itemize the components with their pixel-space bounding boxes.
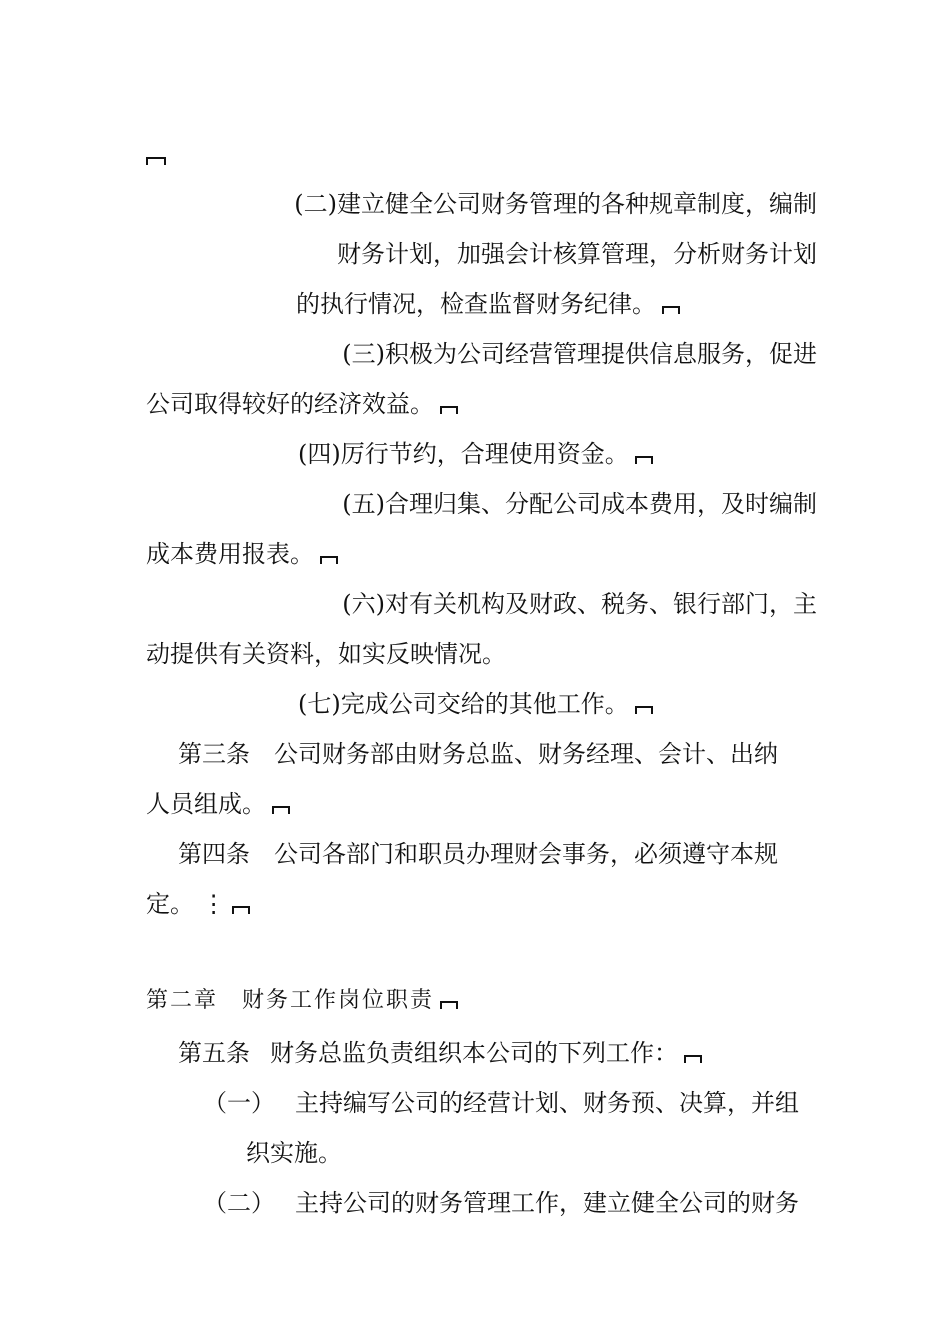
paragraph-mark-icon: [272, 806, 290, 814]
text-line: (三)积极为公司经营管理提供信息服务，促进: [342, 340, 817, 368]
text-line: 财务计划，加强会计核算管理，分析财务计划: [337, 240, 817, 268]
paragraph-mark-icon: [662, 306, 680, 314]
paragraph-mark-icon: [440, 406, 458, 414]
article-heading-line: 第四条 公司各部门和职员办理财会事务，必须遵守本规: [178, 840, 778, 868]
text-line: 公司取得较好的经济效益。: [146, 389, 458, 419]
text-line: (七)完成公司交给的其他工作。: [298, 689, 653, 719]
list-item-line: （二） 主持公司的财务管理工作，建立健全公司的财务: [203, 1189, 799, 1217]
text-line: (六)对有关机构及财政、税务、银行部门，主: [342, 590, 817, 618]
text-line: 定。 ⋮: [146, 889, 250, 919]
list-item-line: （一） 主持编写公司的经营计划、财务预、决算，并组: [203, 1089, 799, 1117]
paragraph-mark-icon: [320, 556, 338, 564]
text-line: (四)厉行节约，合理使用资金。: [298, 439, 653, 469]
paragraph-mark-icon: [146, 157, 166, 165]
paragraph-mark-icon: [684, 1055, 702, 1063]
paragraph-mark-icon: [232, 906, 250, 914]
chapter-heading: 第二章 财务工作岗位职责: [146, 986, 458, 1016]
article-heading-line: 第五条 财务总监负责组织本公司的下列工作：: [178, 1038, 702, 1068]
article-heading-line: 第三条 公司财务部由财务总监、财务经理、会计、出纳: [178, 740, 778, 768]
paragraph-mark-icon: [440, 1001, 458, 1009]
text-line: 成本费用报表。: [146, 539, 338, 569]
text-line: 的执行情况，检查监督财务纪律。: [296, 289, 680, 319]
text-line: (二)建立健全公司财务管理的各种规章制度，编制: [294, 190, 817, 218]
text-line: (五)合理归集、分配公司成本费用，及时编制: [342, 490, 817, 518]
paragraph-mark-icon: [635, 706, 653, 714]
text-line: 人员组成。: [146, 789, 290, 819]
paragraph-mark-icon: [635, 456, 653, 464]
text-line: 织实施。: [246, 1139, 342, 1167]
text-line: 动提供有关资料，如实反映情况。: [146, 640, 506, 668]
